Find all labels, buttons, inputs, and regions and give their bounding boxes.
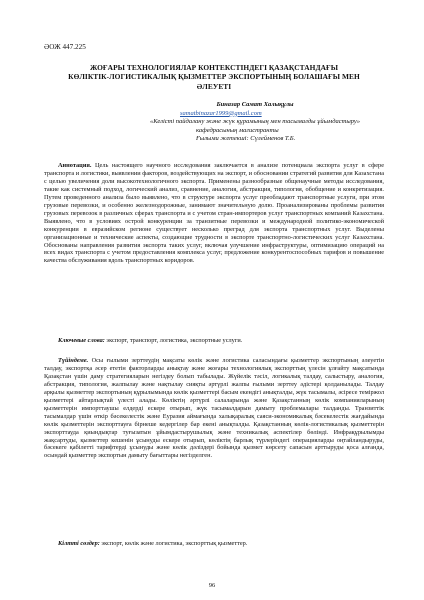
affiliation-line: «Келісті пайдалану және жүк құрамының мен тасымалды ұйымдастыру»	[150, 118, 361, 126]
title-line: ӘЛЕУЕТІ	[196, 81, 232, 91]
affiliation-line: кафедрасының магистранты	[196, 126, 279, 134]
page-number: 96	[208, 582, 216, 589]
abstract-kz	[44, 357, 384, 460]
abstract-label: Аннотация.	[58, 162, 92, 169]
title-line: ЖОҒАРЫ ТЕХНОЛОГИЯЛАР КОНТЕКСТІНДЕГІ ҚАЗАҚСТАНДАҒЫ	[89, 63, 339, 72]
supervisor-line: Ғылыми жетекші: Сүлейменов Т.Б.	[196, 135, 296, 143]
abstract-text: Цель настоящего научного исследования заключается в анализе потенциала экспорта услуг в сфере транспорта и логистики, выявлении факторов, воздействующих на экспорт, и обосновании стратегий развития для Казахстана с целью увеличения доли высокотехнологичного экспорта. Применены разнообразные общенаучные методы исследования, такие как системный подход, логический анализ, сравнение, аналогия, абстракция, типология, обобщение и конкретизация. Путем проведенного анализа было выявлено, что в структуре экспорта услуг преобладают транспортные услуги, при этом грузовые перевозки, и особенно железнодорожные, занимают значительную долю. Проанализированы проблемы развития грузовых перевозок в различных сферах транспорта и с учетом стран-импортеров услуг транспортных компаний Казахстана. Выявлено, что в условиях острой конкуренции за транзитные перевозки и международной политико-экономической конкуренции в евразийском регионе существует несколько преград для экспорта транспортных услуг. Выделены организационные и технические аспекты, создающие трудности в экспорте транспортно-логистических услуг Казахстана. Обоснованы направления развития экспорта таких услуг, включая улучшение инфраструктуры, оптимизацию операций на всех видах транспорта с учетом предоставления комплекса услуг, предложение конкурентоспособных тарифов и повышение качества обслуживания вдоль транспортных коридоров.	[44, 162, 384, 265]
author-name: Биназар Самат Халықұлы	[216, 101, 294, 108]
tuyin-label: Түйіндеме.	[58, 357, 89, 364]
keywords-ru	[44, 337, 384, 345]
author-affiliation	[150, 118, 390, 144]
title-line: КӨЛІКТІК-ЛОГИСТИКАЛЫҚ ҚЫЗМЕТТЕР ЭКСПОРТЫНЫҢ БОЛАШАҒЫ МЕН	[68, 72, 360, 82]
keywords-kz-text: экспорт, көлік және логистика, экспорттық қызметтер.	[99, 540, 248, 547]
keywords-kz-label: Кілтті сөздер:	[58, 540, 100, 547]
udc-code: ӘОЖ 447.225	[44, 43, 86, 51]
abstract-ru	[44, 162, 384, 265]
author-block	[150, 101, 390, 144]
author-email-link[interactable]: samatbinazar1999@gmail.com	[180, 109, 262, 117]
paper-title	[44, 63, 384, 91]
keywords-ru-label: Ключевые слова:	[58, 337, 105, 344]
tuyin-text: Осы ғылыми зерттеудің мақсаты көлік және логистика саласындағы қызметтер экспортының әлеуетін талдау, экспортқа әсер ететін факторларды анықтау және жоғары технологиялық экспорттың үлесін ұлғайту мақсатында Қазақстан үшін даму стратегияларын негіздеу болып табылады. Жүйелік тәсіл, логикалық талдау, салыстыру, аналогия, абстракция, типология, жалпылау және нақтылау сияқты әртүрлі жалпы ғылыми зерттеу әдістері қолданылады. Талдау арқылы қызметтер экспортының құрылымында көлік қызметтері басым екендігі анықталды, жүк тасымалы, әсіресе темiржол қызметтері айтарлықтай үлесті алады. Көліктің әртүрлі салаларында және Қазақстанның көлік компанияларының қызметтерін импорттаушы елдерді ескере отырып, жүк тасымалдарын дамыту проблемалары талданды. Транзиттік тасымалдар үшін өткір бәсекелестік және Еуразия аймағында халықаралық саяси-экономикалық бәсекелестік жағдайында көлік қызметтерін экспорттауға бірнеше кедергілер бар екені анықталды. Қазақстанның көлік-логистикалық қызметтерін экспорттауда қиындықтар туғызатын ұйымдастырушылық және техникалық аспектілер бөлінді. Инфрақұрылымды жақсартуды, қызметтер кешенін ұсынуды ескере отырып, көліктің барлық түрлеріндегі операцияларды оңтайландыруды, бәсекеге қабілетті тарифтерді ұсынуды және көлік дәліздері бойында қызмет көрсету сапасын арттыруды қоса алғанда, осындай қызметтер экспортын дамыту бағыттары негізделген.	[44, 357, 384, 460]
keywords-kz	[44, 540, 384, 548]
keywords-ru-text: экспорт, транспорт, логистика, экспортные услуги.	[104, 337, 243, 344]
